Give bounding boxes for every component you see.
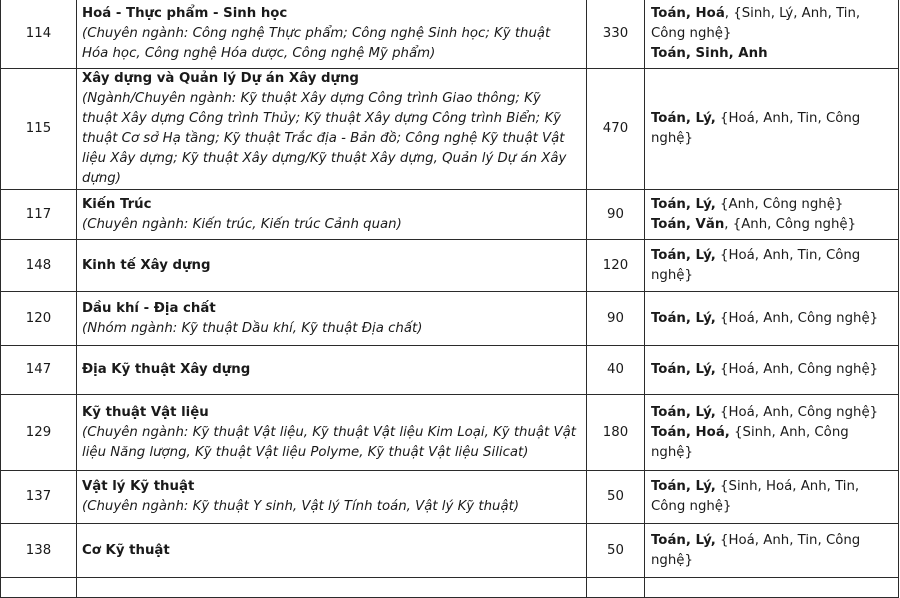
quota-cell: 180 — [587, 395, 645, 471]
major-note: (Chuyên ngành: Kỹ thuật Y sinh, Vật lý Tính toán, Vật lý Kỹ thuật) — [82, 499, 520, 514]
major-note: (Chuyên ngành: Công nghệ Thực phẩm; Công nghệ Sinh học; Kỹ thuật Hóa học, Công nghệ Hóa dược, Công nghệ Mỹ phẩm) — [82, 25, 551, 61]
quota-cell: 90 — [587, 190, 645, 240]
subject-combination-cell — [645, 69, 899, 190]
required-subjects: Toán, Hoá — [651, 5, 725, 21]
major-code-cell: 138 — [1, 524, 77, 578]
major-note: (Chuyên ngành: Kỹ thuật Vật liệu, Kỹ thuật Vật liệu Kim Loại, Kỹ thuật Vật liệu Năng lượng, Kỹ thuật Vật liệu Polyme, Kỹ thuật Vật liệu Silicat) — [82, 424, 576, 460]
empty-cell — [645, 578, 899, 598]
major-code-cell: 120 — [1, 292, 77, 346]
required-subjects: Toán, Lý, — [651, 362, 716, 377]
subject-combination-cell — [645, 524, 899, 578]
quota-cell: 330 — [587, 0, 645, 69]
optional-subjects: {Hoá, Anh, Tin, Công nghệ} — [651, 532, 861, 568]
subject-combination — [651, 215, 894, 235]
empty-cell — [587, 578, 645, 598]
major-name: Dầu khí - Địa chất — [82, 300, 216, 316]
subject-combination — [651, 4, 894, 44]
optional-subjects: {Hoá, Anh, Công nghệ} — [715, 310, 879, 326]
major-note: (Chuyên ngành: Kiến trúc, Kiến trúc Cảnh quan) — [82, 216, 402, 232]
major-code-cell: 148 — [1, 240, 77, 292]
optional-subjects: {Hoá, Anh, Công nghệ} — [715, 362, 879, 377]
major-cell — [77, 190, 587, 240]
subject-combination — [651, 246, 894, 286]
major-cell — [77, 346, 587, 395]
major-code-cell: 117 — [1, 190, 77, 240]
table-row — [1, 190, 899, 240]
major-code-cell: 115 — [1, 69, 77, 190]
major-name: Cơ Kỹ thuật — [82, 542, 170, 558]
major-cell — [77, 524, 587, 578]
quota-cell: 90 — [587, 292, 645, 346]
major-code-cell: 147 — [1, 346, 77, 395]
subject-combination-cell — [645, 240, 899, 292]
table-row — [1, 524, 899, 578]
required-subjects: Toán, Lý, — [651, 196, 716, 212]
subject-combination-cell — [645, 190, 899, 240]
table-row — [1, 0, 899, 69]
subject-combination — [651, 403, 894, 423]
major-cell — [77, 69, 587, 190]
required-subjects: Toán, Lý, — [651, 247, 716, 263]
required-subjects: Toán, Lý, — [651, 404, 716, 420]
required-subjects: Toán, Lý, — [651, 479, 716, 494]
optional-subjects: {Sinh, Anh, Công nghệ} — [651, 424, 849, 460]
major-note: (Nhóm ngành: Kỹ thuật Dầu khí, Kỹ thuật Địa chất) — [82, 320, 423, 336]
subject-combination-cell — [645, 395, 899, 471]
major-cell — [77, 240, 587, 292]
optional-subjects: {Sinh, Hoá, Anh, Tin, Công nghệ} — [651, 479, 860, 514]
major-cell — [77, 0, 587, 69]
empty-cell — [1, 578, 77, 598]
required-subjects: Toán, Hoá, — [651, 424, 730, 440]
required-subjects: Toán, Lý, — [651, 111, 716, 126]
quota-cell: 40 — [587, 346, 645, 395]
subject-combination-cell — [645, 292, 899, 346]
quota-cell: 470 — [587, 69, 645, 190]
admission-table-body — [1, 0, 899, 598]
optional-subjects: {Hoá, Anh, Công nghệ} — [715, 404, 879, 420]
major-note: (Ngành/Chuyên ngành: Kỹ thuật Xây dựng Công trình Giao thông; Kỹ thuật Xây dựng Công trình Thủy; Kỹ thuật Xây dựng Công trình Biển; Kỹ thuật Cơ sở Hạ tầng; Kỹ thuật Trắc địa - Bản đồ; Công nghệ Kỹ thuật Vật liệu Xây dựng; Kỹ thuật Xây dựng/Kỹ thuật Xây dựng, Quản lý Dự án Xây dựng) — [82, 91, 567, 186]
major-code-cell: 114 — [1, 0, 77, 69]
table-row — [1, 471, 899, 524]
required-subjects: Toán, Lý, — [651, 532, 716, 548]
optional-subjects: , {Anh, Công nghệ} — [724, 216, 857, 232]
table-row — [1, 395, 899, 471]
major-cell — [77, 395, 587, 471]
major-name: Địa Kỹ thuật Xây dựng — [82, 362, 251, 377]
subject-combination — [651, 531, 894, 571]
subject-combination — [651, 309, 894, 329]
table-row — [1, 240, 899, 292]
subject-combination — [651, 44, 894, 64]
major-name: Kiến Trúc — [82, 196, 152, 212]
subject-combination-cell — [645, 0, 899, 69]
quota-cell: 120 — [587, 240, 645, 292]
quota-cell: 50 — [587, 471, 645, 524]
quota-cell: 50 — [587, 524, 645, 578]
subject-combination-cell — [645, 346, 899, 395]
table-row — [1, 578, 899, 598]
table-row — [1, 292, 899, 346]
major-code-cell: 129 — [1, 395, 77, 471]
major-name: Hoá - Thực phẩm - Sinh học — [82, 5, 288, 21]
major-name: Xây dựng và Quản lý Dự án Xây dựng — [82, 71, 359, 86]
optional-subjects: {Hoá, Anh, Tin, Công nghệ} — [651, 111, 861, 146]
table-row — [1, 69, 899, 190]
optional-subjects: {Anh, Công nghệ} — [715, 196, 844, 212]
major-name: Kỹ thuật Vật liệu — [82, 404, 209, 420]
major-name: Kinh tế Xây dựng — [82, 257, 211, 273]
optional-subjects: , {Sinh, Lý, Anh, Tin, Công nghệ} — [651, 5, 861, 41]
major-name: Vật lý Kỹ thuật — [82, 479, 195, 494]
subject-combination — [651, 109, 894, 149]
subject-combination — [651, 195, 894, 215]
major-cell — [77, 292, 587, 346]
subject-combination-cell — [645, 471, 899, 524]
major-code-cell: 137 — [1, 471, 77, 524]
subject-combination — [651, 360, 894, 380]
required-subjects: Toán, Sinh, Anh — [651, 45, 768, 61]
major-cell — [77, 471, 587, 524]
required-subjects: Toán, Văn — [651, 216, 725, 232]
optional-subjects: {Hoá, Anh, Tin, Công nghệ} — [651, 247, 861, 283]
table-row — [1, 346, 899, 395]
empty-cell — [77, 578, 587, 598]
subject-combination — [651, 477, 894, 517]
subject-combination — [651, 423, 894, 463]
required-subjects: Toán, Lý, — [651, 310, 716, 326]
